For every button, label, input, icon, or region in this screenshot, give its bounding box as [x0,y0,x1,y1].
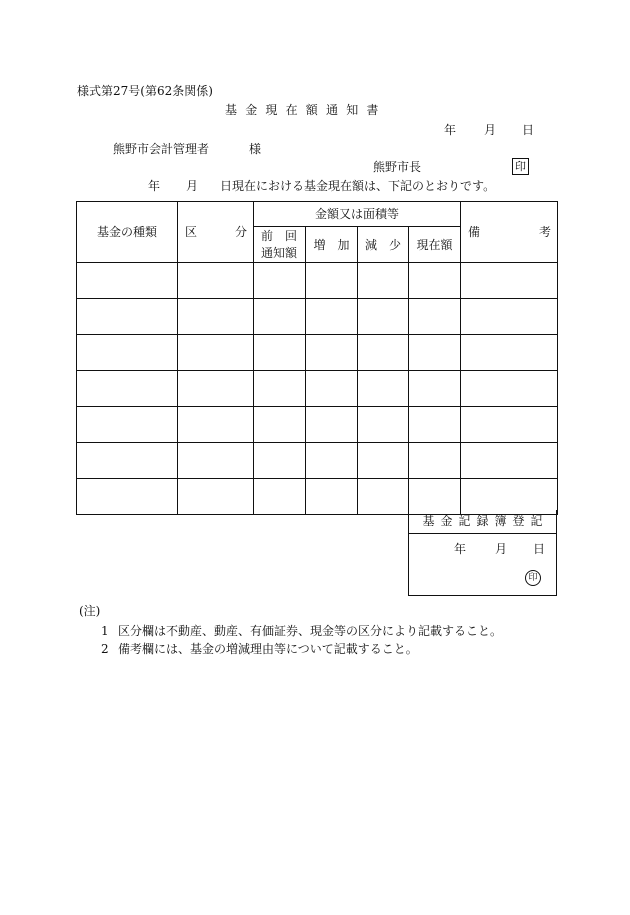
header-remarks-a: 備 [468,225,481,239]
statement-line [148,180,495,192]
note-text: 区分欄は不動産、動産、有価証券、現金等の区分により記載すること。 [118,624,503,638]
table-cell[interactable] [409,371,461,407]
table-cell[interactable] [461,335,558,371]
table-cell[interactable] [77,263,178,299]
notes-heading: (注) [79,604,101,618]
issue-date [444,124,534,136]
header-category [178,202,254,263]
table-cell[interactable] [461,443,558,479]
table-cell[interactable] [409,335,461,371]
header-remarks-b: 考 [539,225,552,239]
table-cell[interactable] [358,335,409,371]
note-number: 2 [101,642,109,656]
table-cell[interactable] [77,407,178,443]
table-row [77,335,558,371]
table-cell[interactable] [409,443,461,479]
table-cell[interactable] [77,479,178,515]
register-day: 日 [533,542,546,556]
table-row [77,407,558,443]
table-cell[interactable] [77,371,178,407]
table-cell[interactable] [306,299,358,335]
table-cell[interactable] [358,407,409,443]
header-decrease: 減 少 [358,227,409,263]
table-cell[interactable] [461,299,558,335]
table-cell[interactable] [306,407,358,443]
table-cell[interactable] [254,479,306,515]
document-title: 基金現在額通知書 [225,103,387,117]
table-cell[interactable] [254,407,306,443]
table-row [77,299,558,335]
header-fund-kind: 基金の種類 [77,202,178,263]
table-cell[interactable] [178,263,254,299]
header-category-b: 分 [234,225,247,239]
header-category-a: 区 [185,225,198,239]
register-box [408,510,557,596]
issue-year: 年 [444,123,457,137]
table-cell[interactable] [358,371,409,407]
note-text: 備考欄には、基金の増減理由等について記載すること。 [118,642,418,656]
table-row [77,371,558,407]
register-year: 年 [454,542,467,556]
table-cell[interactable] [178,479,254,515]
header-amount-group: 金額又は面積等 [254,202,461,227]
register-seal: 印 [525,570,541,586]
table-cell[interactable] [178,335,254,371]
header-remarks [461,202,558,263]
header-previous-a: 前 回 [261,228,298,243]
table-cell[interactable] [358,443,409,479]
table-cell[interactable] [254,335,306,371]
register-title: 基金記録簿登記 [409,510,556,534]
table-cell[interactable] [77,443,178,479]
table-cell[interactable] [254,443,306,479]
table-cell[interactable] [409,263,461,299]
table-cell[interactable] [358,263,409,299]
table-row [77,263,558,299]
table-cell[interactable] [461,407,558,443]
statement-text: 日現在における基金現在額は、下記のとおりです。 [220,179,496,193]
table-cell[interactable] [306,443,358,479]
table-cell[interactable] [178,371,254,407]
issue-month: 月 [484,123,497,137]
table-cell[interactable] [461,263,558,299]
table-cell[interactable] [306,335,358,371]
header-increase: 増 加 [306,227,358,263]
table-row [77,443,558,479]
header-current: 現在額 [409,227,461,263]
statement-year: 年 [148,179,161,193]
note-item [101,625,502,637]
table-cell[interactable] [77,335,178,371]
table-cell[interactable] [461,371,558,407]
header-previous [254,227,306,263]
table-cell[interactable] [254,263,306,299]
table-cell[interactable] [178,299,254,335]
register-date [454,543,545,555]
table-cell[interactable] [306,263,358,299]
table-cell[interactable] [306,371,358,407]
addressee [113,143,261,155]
table-cell[interactable] [254,299,306,335]
header-previous-b: 通知額 [261,245,298,260]
table-cell[interactable] [254,371,306,407]
table-cell[interactable] [358,299,409,335]
table-cell[interactable] [178,443,254,479]
note-number: 1 [101,624,109,638]
fund-balance-table [76,201,558,515]
register-month: 月 [495,542,508,556]
table-cell[interactable] [306,479,358,515]
sender-name: 熊野市長 [373,160,422,174]
table-cell[interactable] [77,299,178,335]
statement-month: 月 [186,179,199,193]
issue-day: 日 [522,123,535,137]
table-cell[interactable] [409,299,461,335]
note-item [101,643,418,655]
table-cell[interactable] [409,407,461,443]
honorific: 様 [249,142,262,156]
seal-box: 印 [512,158,529,175]
form-number: 様式第27号(第62条関係) [77,84,213,98]
addressee-name: 熊野市会計管理者 [113,142,210,156]
table-cell[interactable] [178,407,254,443]
table-cell[interactable] [358,479,409,515]
